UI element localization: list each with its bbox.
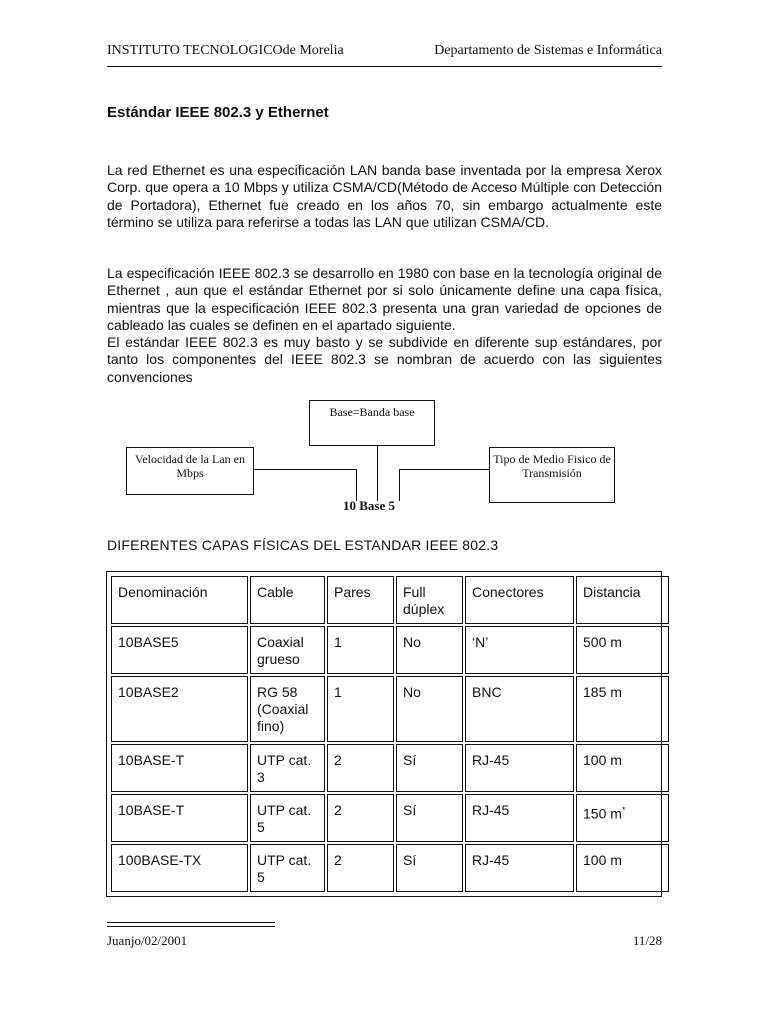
table-cell: No	[396, 676, 463, 742]
paragraph-conventions: El estándar IEEE 802.3 es muy basto y se subdivide en diferente sup estándares, por tanto los componentes del IEEE 802.3 se nombran de acuerdo con las siguientes convenciones	[107, 334, 662, 385]
table-row	[111, 626, 669, 674]
footnote-marker: *	[621, 805, 626, 815]
column-header: Cable	[250, 576, 325, 624]
table-row	[111, 794, 669, 842]
connector-speed-vertical	[356, 469, 357, 501]
table-cell	[576, 794, 669, 842]
header-institution: INSTITUTO TECNOLOGICOde Morelia	[107, 43, 344, 58]
table-row	[111, 744, 669, 792]
diagram-box-medium: Tipo de Medio Fisico de Transmisión	[489, 447, 615, 503]
connector-medium-horizontal	[399, 469, 489, 470]
column-header: Full dúplex	[396, 576, 463, 624]
paragraph-ethernet: La red Ethernet es una especificación LAN banda base inventada por la empresa Xerox Corp. que opera a 10 Mbps y utiliza CSMA/CD(Método de Acceso Múltiple con Detección de Portadora), Ethernet fue creado en los años 70, sin embargo actualmente este término se utiliza para referirse a todas las LAN que utilizan CSMA/CD.	[107, 162, 662, 230]
diagram-box-speed: Velocidad de la Lan en Mbps	[126, 447, 254, 495]
table-cell: RG 58 (Coaxial fino)	[250, 676, 325, 742]
connector-speed-horizontal	[254, 469, 356, 470]
table-cell: UTP cat. 5	[250, 844, 325, 892]
table-cell: 185 m	[576, 676, 669, 742]
table-cell: 10BASE2	[111, 676, 248, 742]
table-cell: ‘N’	[465, 626, 574, 674]
page-header	[107, 43, 662, 67]
table-cell: 100 m	[576, 844, 669, 892]
table-cell: UTP cat. 3	[250, 744, 325, 792]
table-cell: RJ-45	[465, 794, 574, 842]
distance-value: 150 m	[583, 805, 622, 822]
table-cell: Coaxial grueso	[250, 626, 325, 674]
table-cell: 10BASE-T	[111, 794, 248, 842]
paragraph-ieee-origin: La especificación IEEE 802.3 se desarrollo en 1980 con base en la tecnología original de Ethernet , aun que el estándar Ethernet por si solo únicamente define una capa física, mientras que la especificación IEEE 802.3 presenta una gran variedad de opciones de cableado las cuales se definen en el apartado siguiente.	[107, 265, 662, 333]
footer-page-number: 11/28	[632, 933, 662, 948]
table-header-row	[111, 576, 669, 624]
table-cell: No	[396, 626, 463, 674]
table-cell: Sí	[396, 844, 463, 892]
table-cell: 10BASE-T	[111, 744, 248, 792]
table-cell: RJ-45	[465, 844, 574, 892]
document-title: Estándar IEEE 802.3 y Ethernet	[107, 104, 329, 121]
footnote-divider	[107, 922, 275, 923]
table-cell: RJ-45	[465, 744, 574, 792]
table-cell: Sí	[396, 794, 463, 842]
table-cell: 1	[327, 676, 394, 742]
column-header: Denominación	[111, 576, 248, 624]
table-title: DIFERENTES CAPAS FÍSICAS DEL ESTANDAR IEEE 802.3	[107, 537, 499, 553]
diagram-example-label: 10 Base 5	[343, 498, 395, 513]
table-row	[111, 844, 669, 892]
table-cell: 100BASE-TX	[111, 844, 248, 892]
table-cell: 2	[327, 844, 394, 892]
header-divider	[107, 66, 662, 67]
column-header: Conectores	[465, 576, 574, 624]
connector-base-vertical	[377, 446, 378, 501]
table-cell: 1	[327, 626, 394, 674]
connector-medium-vertical	[399, 469, 400, 501]
table-cell: 100 m	[576, 744, 669, 792]
column-header: Distancia	[576, 576, 669, 624]
table-cell: Sí	[396, 744, 463, 792]
table-cell: 2	[327, 744, 394, 792]
table-cell: UTP cat. 5	[250, 794, 325, 842]
table-row	[111, 676, 669, 742]
table-cell: BNC	[465, 676, 574, 742]
physical-layers-table	[106, 571, 662, 897]
column-header: Pares	[327, 576, 394, 624]
table-cell: 500 m	[576, 626, 669, 674]
footer-author-date: Juanjo/02/2001	[107, 933, 188, 948]
header-department: Departamento de Sistemas e Informática	[434, 43, 662, 58]
footnote-divider	[107, 926, 275, 927]
table-cell: 2	[327, 794, 394, 842]
diagram-box-base: Base=Banda base	[309, 400, 435, 446]
table-cell: 10BASE5	[111, 626, 248, 674]
